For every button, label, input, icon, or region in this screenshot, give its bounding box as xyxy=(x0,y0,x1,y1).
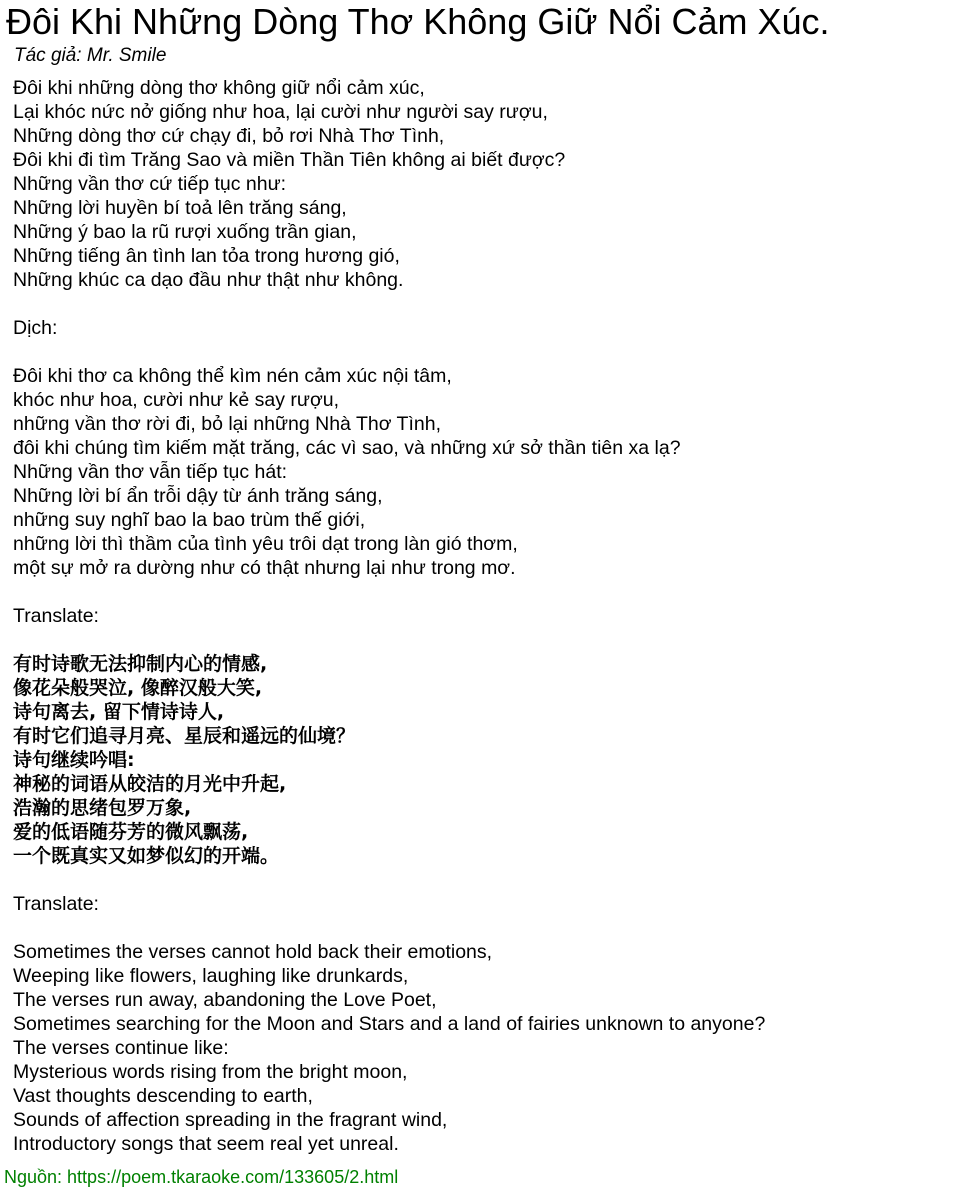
blank-line xyxy=(13,580,963,604)
dich-line: một sự mở ra dường như có thật nhưng lại như trong mơ. xyxy=(13,557,516,579)
poem-english-translation xyxy=(13,940,963,1156)
poem-line: Đôi khi những dòng thơ không giữ nổi cảm xúc, xyxy=(13,77,425,99)
poem-line: Những khúc ca dạo đầu như thật như không. xyxy=(13,269,404,291)
dich-line: những suy nghĩ bao la bao trùm thế giới, xyxy=(13,509,366,531)
english-line: The verses run away, abandoning the Love Poet, xyxy=(13,989,437,1011)
chinese-line: 诗句继续吟唱: xyxy=(13,749,135,771)
chinese-line: 浩瀚的思绪包罗万象, xyxy=(13,797,192,819)
poem-chinese-translation xyxy=(13,652,963,868)
chinese-line: 神秘的词语从皎洁的月光中升起, xyxy=(13,773,287,795)
poem-body xyxy=(13,76,963,1156)
dich-line: đôi khi chúng tìm kiếm mặt trăng, các vì sao, và những xứ sở thần tiên xa lạ? xyxy=(13,437,681,459)
poem-original xyxy=(13,76,963,292)
dich-line: những lời thì thầm của tình yêu trôi dạt trong làn gió thơm, xyxy=(13,533,518,555)
english-line: Sometimes searching for the Moon and Stars and a land of fairies unknown to anyone? xyxy=(13,1013,766,1035)
author-line: Tác giả: Mr. Smile xyxy=(14,45,167,66)
source-link[interactable]: Nguồn: https://poem.tkaraoke.com/133605/2.html xyxy=(4,1167,399,1187)
english-line: Weeping like flowers, laughing like drunkards, xyxy=(13,965,409,987)
poem-line: Những dòng thơ cứ chạy đi, bỏ rơi Nhà Thơ Tình, xyxy=(13,125,445,147)
english-line: Sounds of affection spreading in the fragrant wind, xyxy=(13,1109,448,1131)
chinese-line: 爱的低语随芬芳的微风飘荡, xyxy=(13,821,249,843)
blank-line xyxy=(13,868,963,892)
dich-line: Những vần thơ vẫn tiếp tục hát: xyxy=(13,461,288,483)
english-line: The verses continue like: xyxy=(13,1037,229,1059)
blank-line xyxy=(13,292,963,316)
poem-line: Đôi khi đi tìm Trăng Sao và miền Thần Tiên không ai biết được? xyxy=(13,149,566,171)
section-heading-dich: Dịch: xyxy=(13,317,58,339)
english-line: Sometimes the verses cannot hold back their emotions, xyxy=(13,941,493,963)
poem-vietnamese-translation xyxy=(13,364,963,580)
english-line: Introductory songs that seem real yet unreal. xyxy=(13,1133,399,1155)
poem-line: Những vần thơ cứ tiếp tục như: xyxy=(13,173,287,195)
chinese-line: 一个既真实又如梦似幻的开端。 xyxy=(13,845,280,867)
poem-line: Lại khóc nức nở giống như hoa, lại cười như người say rượu, xyxy=(13,101,548,123)
blank-line xyxy=(13,340,963,364)
chinese-line: 诗句离去, 留下情诗诗人, xyxy=(13,701,225,723)
blank-line xyxy=(13,916,963,940)
chinese-line: 有时诗歌无法抑制内心的情感, xyxy=(13,653,268,675)
dich-line: khóc như hoa, cười như kẻ say rượu, xyxy=(13,389,340,411)
dich-line: Đôi khi thơ ca không thể kìm nén cảm xúc nội tâm, xyxy=(13,365,452,387)
english-line: Mysterious words rising from the bright moon, xyxy=(13,1061,408,1083)
poem-line: Những lời huyền bí toả lên trăng sáng, xyxy=(13,197,347,219)
english-line: Vast thoughts descending to earth, xyxy=(13,1085,313,1107)
chinese-line: 像花朵般哭泣, 像醉汉般大笑, xyxy=(13,677,263,699)
blank-line xyxy=(13,628,963,652)
poem-line: Những ý bao la rũ rượi xuống trần gian, xyxy=(13,221,357,243)
dich-line: Những lời bí ẩn trỗi dậy từ ánh trăng sáng, xyxy=(13,485,383,507)
poem-title: Đôi Khi Những Dòng Thơ Không Giữ Nổi Cảm Xúc. xyxy=(6,1,830,42)
poem-line: Những tiếng ân tình lan tỏa trong hương gió, xyxy=(13,245,400,267)
section-heading-translate: Translate: xyxy=(13,605,99,627)
dich-line: những vần thơ rời đi, bỏ lại những Nhà Thơ Tình, xyxy=(13,413,441,435)
section-heading-translate: Translate: xyxy=(13,893,99,915)
chinese-line: 有时它们追寻月亮、星辰和遥远的仙境？ xyxy=(13,725,356,747)
